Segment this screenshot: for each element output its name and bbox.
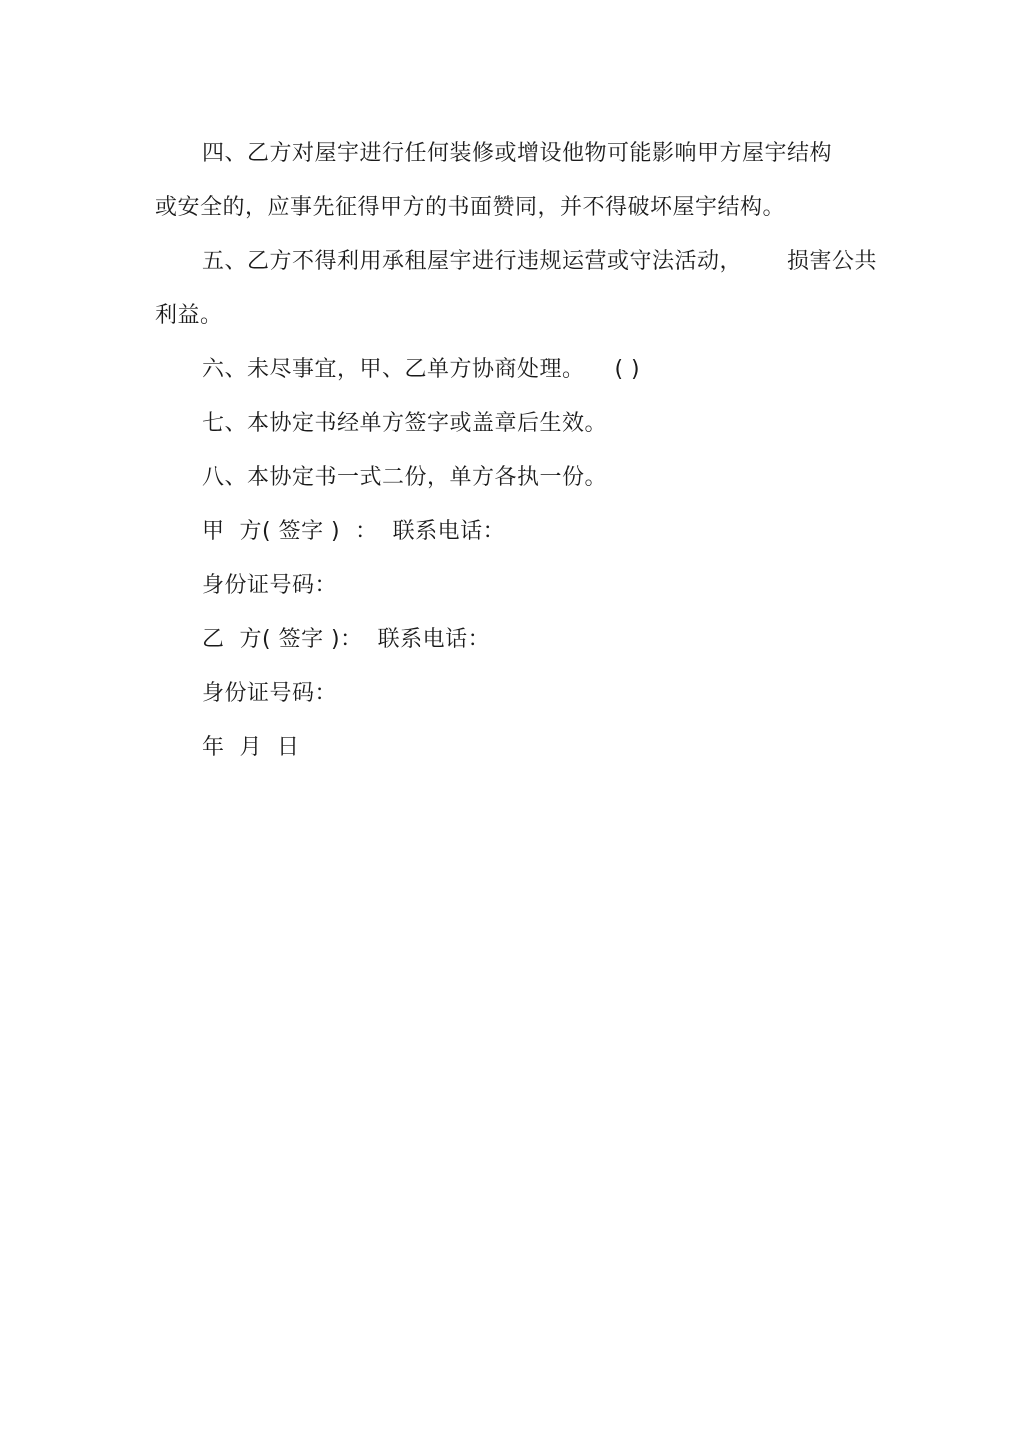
party-a-id-number: 身份证号码： <box>202 573 338 598</box>
party-b-signature-line: 乙 方( 签字 )： 联系电话： <box>202 627 491 652</box>
clause-8: 八、本协定书一式二份，单方各执一份。 <box>202 465 608 490</box>
clause-5-line-1: 五、乙方不得利用承租屋宇进行违规运营或守法活动， 损害公共 <box>202 249 877 274</box>
clause-4-line-1: 四、乙方对屋宇进行任何装修或增设他物可能影响甲方屋宇结构 <box>202 141 833 166</box>
clause-6: 六、未尽事宜，甲、乙单方协商处理。 ( ) <box>202 357 641 382</box>
party-b-id-number: 身份证号码： <box>202 681 338 706</box>
clause-5-line-2: 利益。 <box>155 303 223 328</box>
signing-date: 年 月 日 <box>202 735 300 760</box>
clause-4-line-2: 或安全的，应事先征得甲方的书面赞同，并不得破坏屋宇结构。 <box>155 195 786 220</box>
clause-7: 七、本协定书经单方签字或盖章后生效。 <box>202 411 608 436</box>
party-a-signature-line: 甲 方( 签字 ) ： 联系电话： <box>202 519 506 544</box>
